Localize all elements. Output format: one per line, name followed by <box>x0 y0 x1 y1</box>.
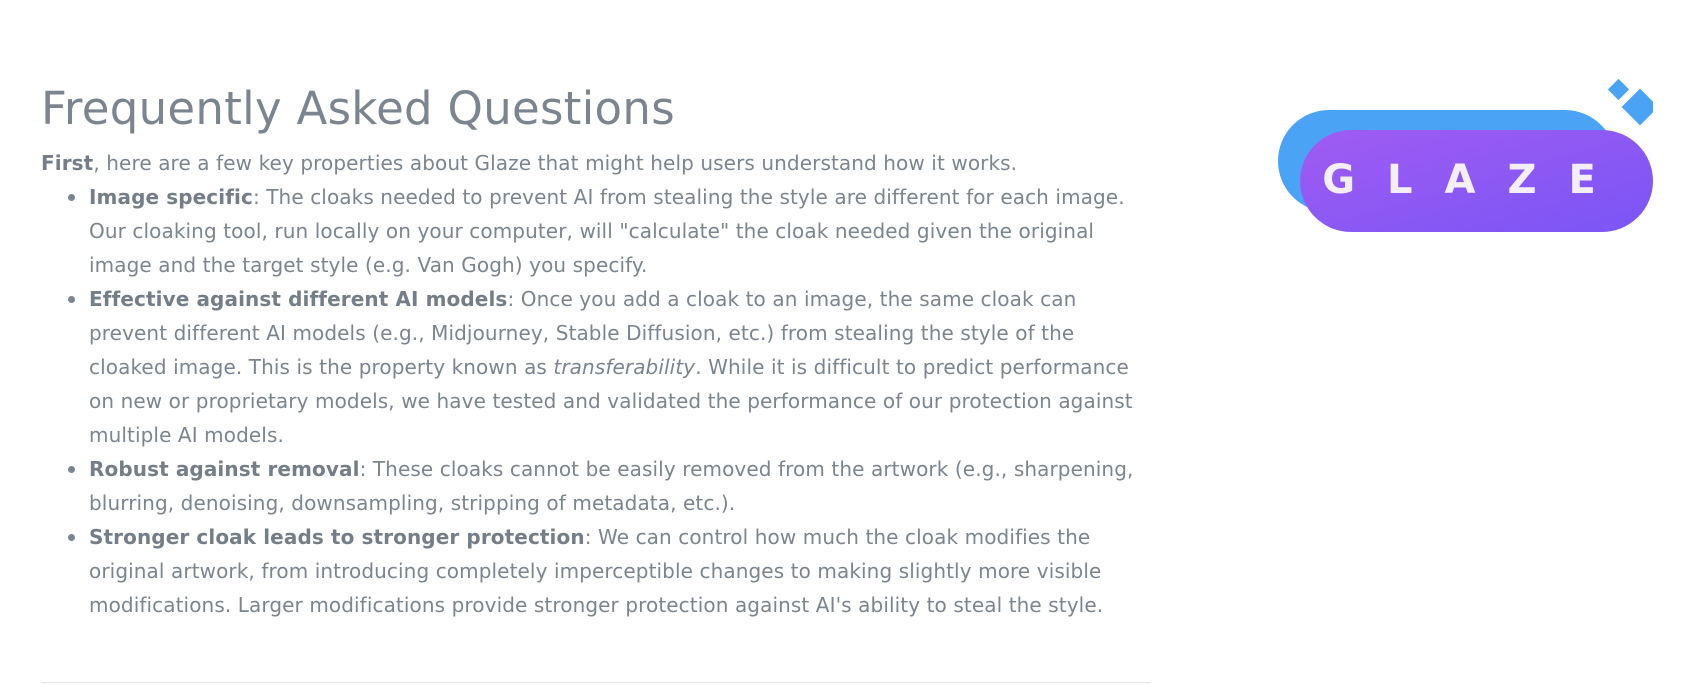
property-emphasis: transferability <box>553 355 696 379</box>
property-term: Stronger cloak leads to stronger protection <box>89 525 585 549</box>
property-term: Robust against removal <box>89 457 360 481</box>
logo-large-diamond <box>1622 89 1653 126</box>
property-list <box>41 180 1151 622</box>
list-item <box>89 452 1151 520</box>
property-text: : These cloaks cannot be easily removed from the artwork (e.g., sharpening, blurring, denoising, downsampling, stripping of metadata, etc.). <box>89 457 1134 515</box>
property-term: Image specific <box>89 185 253 209</box>
logo-wordmark: GLAZE <box>1322 157 1628 203</box>
glaze-logo <box>1278 78 1653 238</box>
list-item <box>89 520 1151 622</box>
logo-small-diamond <box>1608 79 1629 100</box>
section-divider <box>41 682 1151 683</box>
faq-section <box>41 78 1151 622</box>
property-text: : The cloaks needed to prevent AI from stealing the style are different for each image. Our cloaking tool, run locally on your computer, will "calculate" the cloak needed given the original image and the target style (e.g. Van Gogh) you specify. <box>89 185 1125 277</box>
list-item <box>89 180 1151 282</box>
page-title: Frequently Asked Questions <box>41 82 675 135</box>
intro-lead: First <box>41 151 94 175</box>
intro-paragraph <box>41 146 1151 180</box>
intro-text: , here are a few key properties about Glaze that might help users understand how it works. <box>93 151 1018 175</box>
property-text: : Once you add a cloak to an image, the same cloak can prevent different AI models (e.g., Midjourney, Stable Diffusion, etc.) from stealing the style of the cloaked image. This is the property known as <box>89 287 1077 379</box>
list-item <box>89 282 1151 452</box>
property-term: Effective against different AI models <box>89 287 508 311</box>
property-text: : We can control how much the cloak modifies the original artwork, from introducing completely imperceptible changes to making slightly more visible modifications. Larger modifications provide stronger protection against AI's ability to steal the style. <box>89 525 1104 617</box>
property-text: . While it is difficult to predict performance on new or proprietary models, we have tested and validated the performance of our protection against multiple AI models. <box>89 355 1133 447</box>
